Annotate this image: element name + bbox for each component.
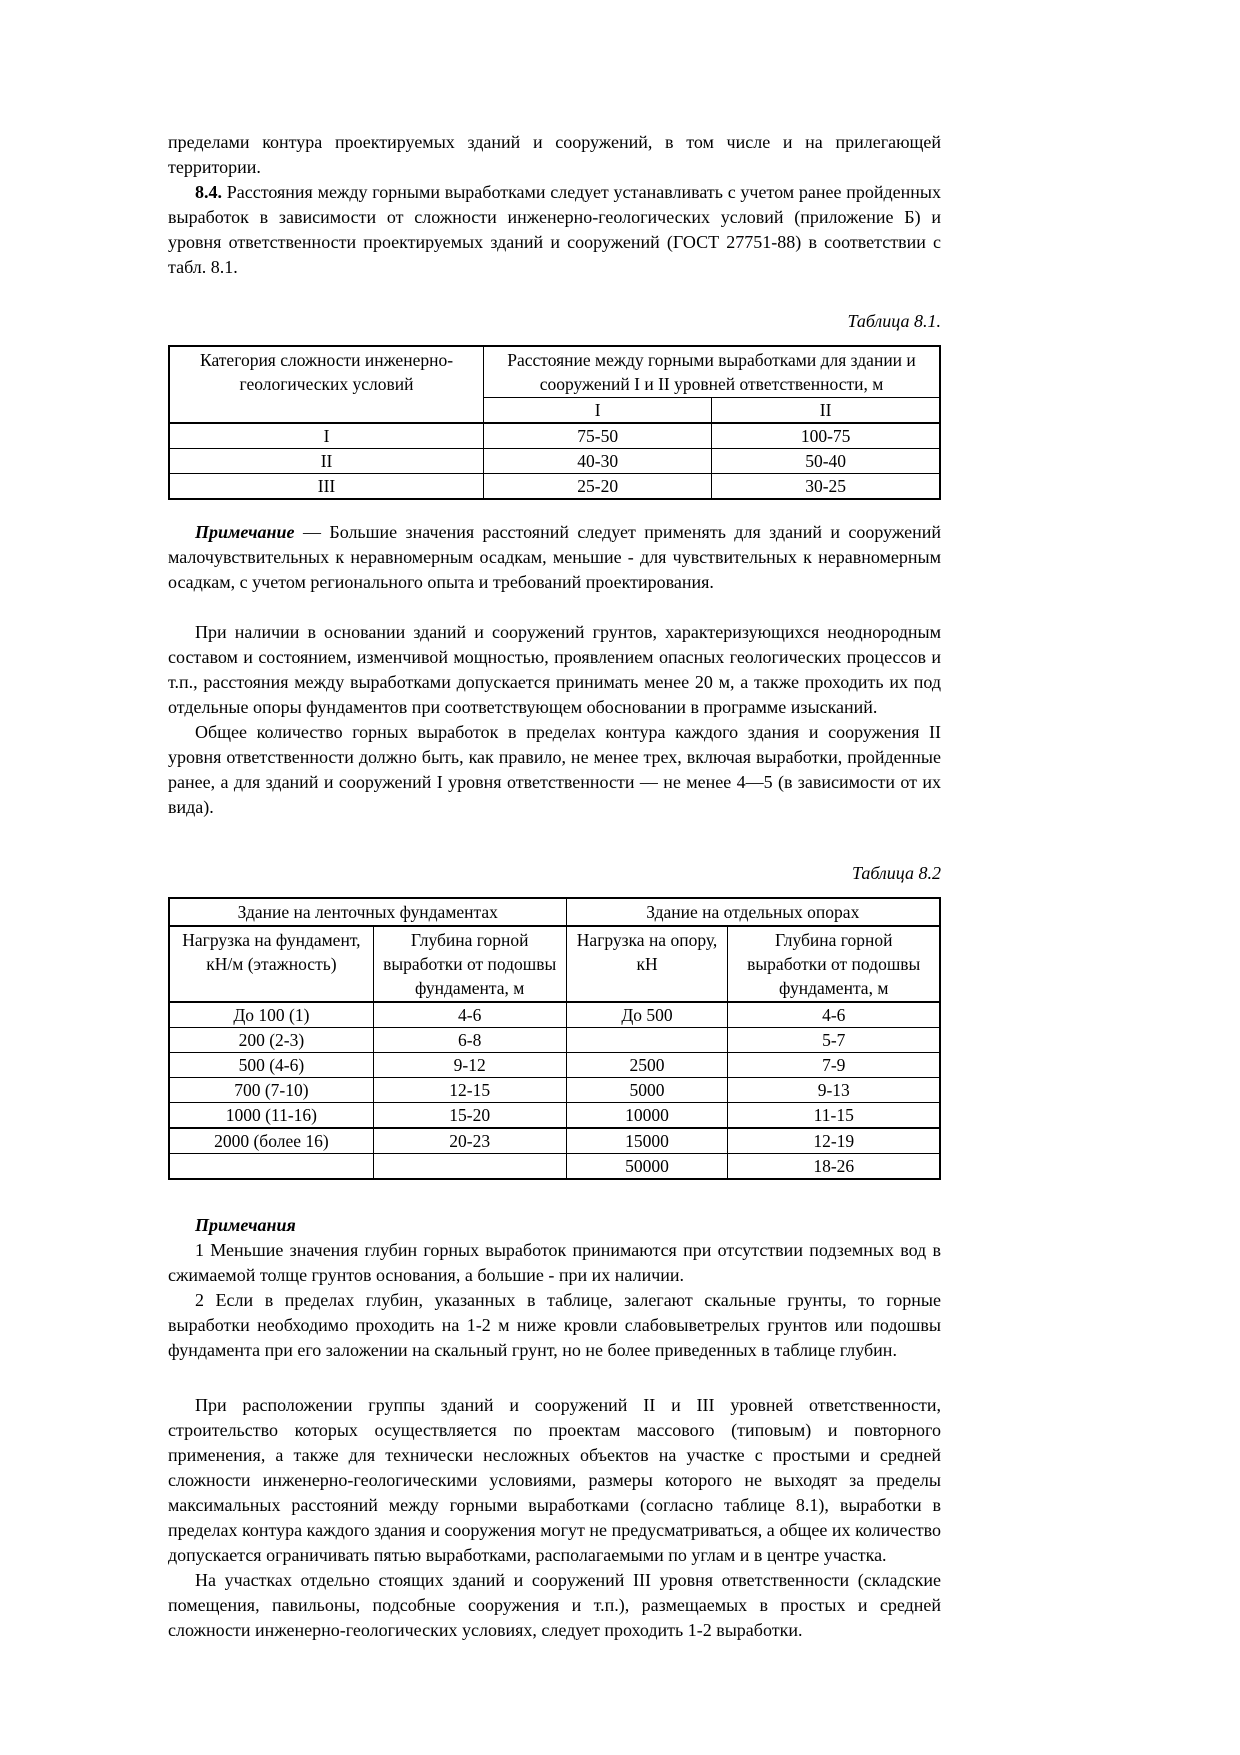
table-cell: 75-50 <box>484 423 712 449</box>
note-item-1: 1 Меньшие значения глубин горных выработок принимаются при отсутствии подземных вод в сжимаемой толще грунтов основания, а большие - при их наличии. <box>168 1240 941 1285</box>
table-8-2-caption: Таблица 8.2 <box>851 863 941 883</box>
table-row <box>169 1154 940 1180</box>
note-label: Примечание <box>195 522 295 542</box>
table-cell: 25-20 <box>484 474 712 500</box>
section-number: 8.4. <box>195 182 222 202</box>
table-row <box>169 926 940 1002</box>
table-row <box>169 474 940 500</box>
table-cell: 9-12 <box>373 1053 566 1078</box>
note-item-2: 2 Если в пределах глубин, указанных в таблице, залегают скальные грунты, то горные выработки необходимо проходить на 1-2 м ниже кровли слабовыветрелых грунтов или подошвы фундамента при его заложении на скальный грунт, но не более приведенных в таблице глубин. <box>168 1290 941 1360</box>
table-cell: 11-15 <box>728 1103 940 1129</box>
table-cell: 50000 <box>566 1154 728 1180</box>
table-cell: 10000 <box>566 1103 728 1129</box>
table-cell: 30-25 <box>712 474 940 500</box>
table-cell-col-header: Глубина горной выработки от подошвы фундамента, м <box>373 926 566 1002</box>
table-cell-category-header: Категория сложности инженерно-геологических условий <box>169 346 484 423</box>
table-cell: До 100 (1) <box>169 1002 373 1028</box>
table-cell: 12-19 <box>728 1128 940 1154</box>
table-row <box>169 449 940 474</box>
table-cell: 40-30 <box>484 449 712 474</box>
table-cell: 9-13 <box>728 1078 940 1103</box>
table-row <box>169 1103 940 1129</box>
intro-paragraph: пределами контура проектируемых зданий и сооружений, в том числе и на прилегающей территории. <box>168 132 941 177</box>
table-cell: 18-26 <box>728 1154 940 1180</box>
body-paragraphs-2 <box>168 1393 941 1643</box>
table-cell: II <box>169 449 484 474</box>
table-cell: I <box>169 423 484 449</box>
table-cell: 700 (7-10) <box>169 1078 373 1103</box>
table-cell: 4-6 <box>373 1002 566 1028</box>
table-cell-col-header: Нагрузка на опору, кН <box>566 926 728 1002</box>
table-cell: 20-23 <box>373 1128 566 1154</box>
table-cell: 6-8 <box>373 1028 566 1053</box>
table-row <box>169 1002 940 1028</box>
paragraph-group-buildings: При расположении группы зданий и сооружений II и III уровней ответственности, строительство которых осуществляется по проектам массового (типовым) и повторного применения, а также для технически несложных объектов на участке с простыми и средней сложности инженерно-геологическими условиями, размеры которого не выходят за пределы максимальных расстояний между горными выработками (согласно таблице 8.1), выработки в пределах контура каждого здания и сооружения могут не предусматриваться, а общее их количество допускается ограничивать пятью выработками, располагаемыми по углам и в центре участка. <box>168 1395 941 1565</box>
table-cell: 5000 <box>566 1078 728 1103</box>
table-8-2 <box>168 897 941 1180</box>
table-cell: 5-7 <box>728 1028 940 1053</box>
table-8-1-note <box>168 520 941 595</box>
table-cell-group-piers: Здание на отдельных опорах <box>566 898 940 926</box>
body-paragraphs-1 <box>168 620 941 820</box>
table-cell <box>373 1154 566 1180</box>
table-row <box>169 1053 940 1078</box>
table-cell: 200 (2-3) <box>169 1028 373 1053</box>
section-8-4-paragraph <box>168 180 941 280</box>
paragraph-total-count: Общее количество горных выработок в пределах контура каждого здания и сооружения II уровня ответственности должно быть, как правило, не менее трех, включая выработки, пройденные ранее, а для зданий и сооружений I уровня ответственности — не менее 4—5 (в зависимости от их вида). <box>168 722 941 817</box>
table-cell: 50-40 <box>712 449 940 474</box>
table-cell-sub-II: II <box>712 398 940 424</box>
table-row <box>169 898 940 926</box>
table-row <box>169 1078 940 1103</box>
table-cell: 100-75 <box>712 423 940 449</box>
note-text: — Большие значения расстояний следует применять для зданий и сооружений малочувствительных к неравномерным осадкам, меньшие - для чувствительных к неравномерным осадкам, с учетом регионального опыта и требований проектирования. <box>168 522 941 592</box>
table-row <box>169 1128 940 1154</box>
table-cell: III <box>169 474 484 500</box>
table-row <box>169 346 940 398</box>
table-cell <box>566 1028 728 1053</box>
table-row <box>169 1028 940 1053</box>
table-cell: 12-15 <box>373 1078 566 1103</box>
table-cell <box>169 1154 373 1180</box>
table-8-1 <box>168 345 941 500</box>
paragraph-detached-buildings: На участках отдельно стоящих зданий и сооружений III уровня ответственности (складские помещения, павильоны, подсобные сооружения и т.п.), размещаемых в простых и средней сложности инженерно-геологических условиях, следует проходить 1-2 выработки. <box>168 1570 941 1640</box>
table-8-1-caption: Таблица 8.1. <box>847 311 941 331</box>
table-cell: До 500 <box>566 1002 728 1028</box>
table-cell: 500 (4-6) <box>169 1053 373 1078</box>
table-row <box>169 423 940 449</box>
table-cell: 2000 (более 16) <box>169 1128 373 1154</box>
table-cell-distance-header: Расстояние между горными выработками для здании и сооружений I и II уровней ответственности, м <box>484 346 940 398</box>
table-cell-col-header: Глубина горной выработки от подошвы фундамента, м <box>728 926 940 1002</box>
table-8-2-notes <box>168 1213 941 1363</box>
table-cell: 2500 <box>566 1053 728 1078</box>
table-cell-group-strip: Здание на ленточных фундаментах <box>169 898 566 926</box>
table-cell: 1000 (11-16) <box>169 1103 373 1129</box>
table-cell: 15-20 <box>373 1103 566 1129</box>
page-content <box>168 130 941 1643</box>
table-cell-col-header: Нагрузка на фундамент, кН/м (этажность) <box>169 926 373 1002</box>
paragraph-grounds: При наличии в основании зданий и сооружений грунтов, характеризующихся неоднородным составом и состоянием, изменчивой мощностью, проявлением опасных геологических процессов и т.п., расстояния между выработками допускается принимать менее 20 м, а также проходить их под отдельные опоры фундаментов при соответствующем обосновании в программе изысканий. <box>168 622 941 717</box>
table-cell-sub-I: I <box>484 398 712 424</box>
table-cell: 4-6 <box>728 1002 940 1028</box>
table-cell: 7-9 <box>728 1053 940 1078</box>
notes-title: Примечания <box>195 1215 296 1235</box>
section-8-4-text: Расстояния между горными выработками следует устанавливать с учетом ранее пройденных выработок в зависимости от сложности инженерно-геологических условий (приложение Б) и уровня ответственности проектируемых зданий и сооружений (ГОСТ 27751-88) в соответствии с табл. 8.1. <box>168 182 941 277</box>
table-cell: 15000 <box>566 1128 728 1154</box>
